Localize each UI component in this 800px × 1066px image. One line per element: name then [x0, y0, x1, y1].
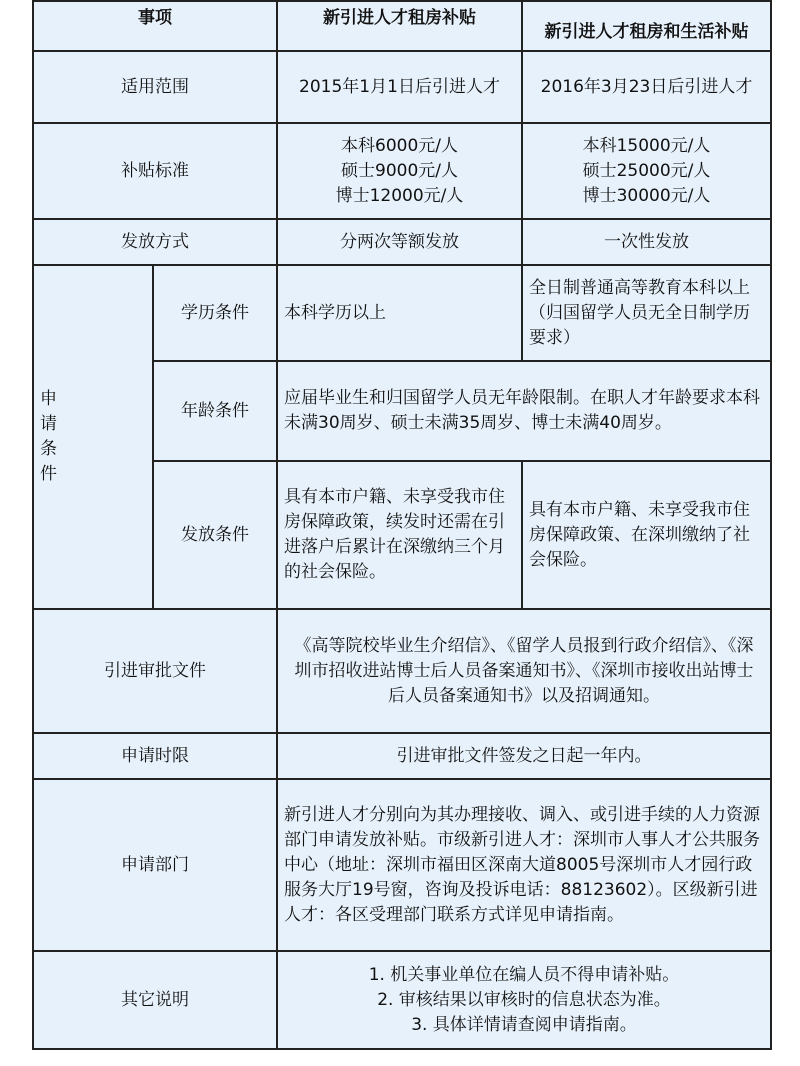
notes-item-2: 2. 审核结果以审核时的信息状态为准。 [377, 989, 671, 1010]
time-limit-label: 申请时限 [33, 733, 277, 779]
issue-rent: 具有本市户籍、未享受我市住房保障政策，续发时还需在引进落户后累计在深缴纳三个月的社会保险。 [277, 461, 522, 609]
row-approval-docs [33, 609, 771, 733]
method-rent-living: 一次性发放 [522, 219, 771, 265]
education-label: 学历条件 [153, 265, 277, 361]
row-notes [33, 951, 771, 1049]
scope-rent-living: 2016年3月23日后引进人才 [522, 51, 771, 123]
education-rent-living: 全日制普通高等教育本科以上（归国留学人员无全日制学历要求） [522, 265, 771, 361]
age-shared: 应届毕业生和归国留学人员无年龄限制。在职人才年龄要求本科未满30周岁、硕士未满35周岁、博士未满40周岁。 [277, 361, 771, 461]
standard-rent-living [522, 123, 771, 219]
notes-shared [277, 951, 771, 1049]
age-label: 年龄条件 [153, 361, 277, 461]
conditions-char-2: 请 [40, 414, 57, 434]
issue-label: 发放条件 [153, 461, 277, 609]
issue-rent-living: 具有本市户籍、未享受我市住房保障政策、在深圳缴纳了社会保险。 [522, 461, 771, 609]
scope-label: 适用范围 [33, 51, 277, 123]
subsidy-table-container [32, 0, 770, 1050]
subsidy-comparison-table [32, 0, 772, 1050]
standard-rent [277, 123, 522, 219]
notes-label: 其它说明 [33, 951, 277, 1049]
standard-rent-doctor: 博士12000元/人 [335, 185, 464, 206]
scope-rent: 2015年1月1日后引进人才 [277, 51, 522, 123]
notes-item-1: 1. 机关事业单位在编人员不得申请补贴。 [368, 964, 680, 985]
standard-rent-bachelor: 本科6000元/人 [341, 135, 458, 156]
method-label: 发放方式 [33, 219, 277, 265]
department-label: 申请部门 [33, 779, 277, 951]
department-shared: 新引进人才分别向为其办理接收、调入、或引进手续的人力资源部门申请发放补贴。市级新引进人才：深圳市人事人才公共服务中心（地址：深圳市福田区深南大道8005号深圳市人才园行政服务大厅19号窗，咨询及投诉电话：88123602）。区级新引进人才：各区受理部门联系方式详见申请指南。 [277, 779, 771, 951]
header-rent-subsidy: 新引进人才租房补贴 [277, 1, 522, 51]
method-rent: 分两次等额发放 [277, 219, 522, 265]
row-standard [33, 123, 771, 219]
standard-rent-living-doctor: 博士30000元/人 [582, 185, 711, 206]
header-row [33, 1, 771, 51]
conditions-char-4: 件 [40, 464, 57, 484]
standard-rent-living-bachelor: 本科15000元/人 [582, 135, 711, 156]
conditions-group-label [33, 265, 153, 609]
notes-item-3: 3. 具体详情请查阅申请指南。 [411, 1014, 637, 1035]
conditions-char-3: 条 [40, 439, 57, 459]
approval-docs-shared: 《高等院校毕业生介绍信》、《留学人员报到行政介绍信》、《深圳市招收进站博士后人员备案通知书》、《深圳市接收出站博士后人员备案通知书》以及招调通知。 [277, 609, 771, 733]
conditions-char-1: 申 [40, 389, 57, 409]
education-rent: 本科学历以上 [277, 265, 522, 361]
row-scope [33, 51, 771, 123]
row-education [33, 265, 771, 361]
time-limit-shared: 引进审批文件签发之日起一年内。 [277, 733, 771, 779]
header-item: 事项 [33, 1, 277, 51]
approval-docs-label: 引进审批文件 [33, 609, 277, 733]
row-department [33, 779, 771, 951]
row-method [33, 219, 771, 265]
standard-label: 补贴标准 [33, 123, 277, 219]
header-rent-living-subsidy: 新引进人才租房和生活补贴 [522, 1, 771, 51]
standard-rent-living-master: 硕士25000元/人 [582, 160, 711, 181]
standard-rent-master: 硕士9000元/人 [341, 160, 458, 181]
row-time-limit [33, 733, 771, 779]
